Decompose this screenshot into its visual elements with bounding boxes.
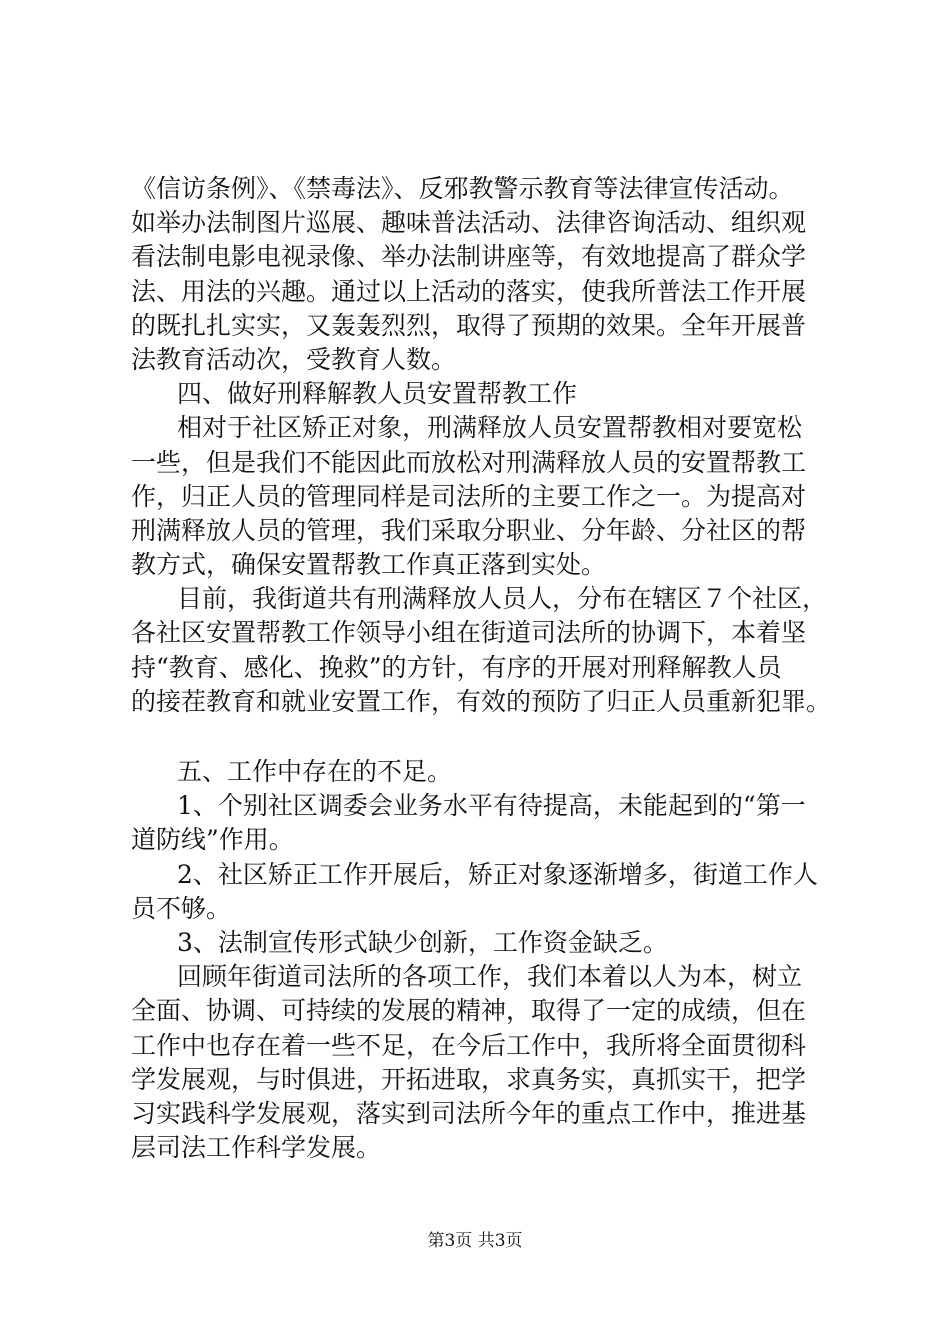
text-line: 教方式，确保安置帮教工作真正落到实处。 (131, 550, 607, 580)
text-line: 回顾年街道司法所的各项工作，我们本着以人为本，树立 (177, 962, 803, 992)
text-line: 的既扎扎实实，又轰轰烈烈，取得了预期的效果。全年开展普 (131, 310, 807, 340)
text-line: 习实践科学发展观，落实到司法所今年的重点工作中，推进基 (131, 1098, 807, 1128)
text-line: 如举办法制图片巡展、趣味普法活动、法律咨询活动、组织观 (131, 208, 807, 238)
text-line: 目前，我街道共有刑满释放人员人，分布在辖区７个社区， (177, 584, 828, 614)
text-line: 层司法工作科学发展。 (131, 1133, 382, 1163)
text-line: 全面、协调、可持续的发展的精神，取得了一定的成绩，但在 (131, 996, 807, 1026)
text-line: 《信访条例》、《禁毒法》、反邪教警示教育等法律宣传活动。 (131, 174, 794, 203)
text-line: 工作中也存在着一些不足，在今后工作中，我所将全面贯彻科 (131, 1030, 807, 1060)
text-line: 一些，但是我们不能因此而放松对刑满释放人员的安置帮教工 (131, 447, 807, 477)
text-line: 刑满释放人员的管理，我们采取分职业、分年龄、分社区的帮 (131, 515, 807, 545)
text-line: 3、法制宣传形式缺少创新，工作资金缺乏。 (177, 927, 668, 957)
text-line: 各社区安置帮教工作领导小组在街道司法所的协调下，本着坚 (131, 618, 807, 648)
text-line: 员不够。 (131, 893, 232, 923)
text-line: 法、用法的兴趣。通过以上活动的落实，使我所普法工作开展 (131, 276, 807, 306)
text-line: 四、做好刑释解教人员安置帮教工作 (177, 379, 578, 409)
text-line (131, 719, 821, 755)
document-body (131, 172, 832, 1165)
text-line: 1、个别社区调委会业务水平有待提高，未能起到的“第一 (177, 791, 806, 821)
text-line: 五、工作中存在的不足。 (177, 757, 453, 786)
text-line: 持“教育、感化、挽救”的方针，有序的开展对刑释解教人员 (131, 652, 782, 682)
text-line: 学发展观，与时俱进，开拓进取，求真务实，真抓实干，把学 (131, 1064, 807, 1094)
text-line: 作，归正人员的管理同样是司法所的主要工作之一。为提高对 (131, 481, 807, 511)
page-footer: 第3页 共3页 (427, 1231, 523, 1251)
text-line: 看法制电影电视录像、举办法制讲座等，有效地提高了群众学 (131, 242, 807, 272)
text-line: 的接茬教育和就业安置工作，有效的预防了归正人员重新犯罪。 (131, 686, 832, 716)
text-line: 相对于社区矫正对象，刑满释放人员安置帮教相对要宽松 (177, 413, 803, 443)
text-line: 2、社区矫正工作开展后，矫正对象逐渐增多，街道工作人 (177, 859, 818, 889)
text-line: 法教育活动次，受教育人数。 (131, 344, 457, 374)
text-line: 道防线”作用。 (131, 825, 294, 855)
